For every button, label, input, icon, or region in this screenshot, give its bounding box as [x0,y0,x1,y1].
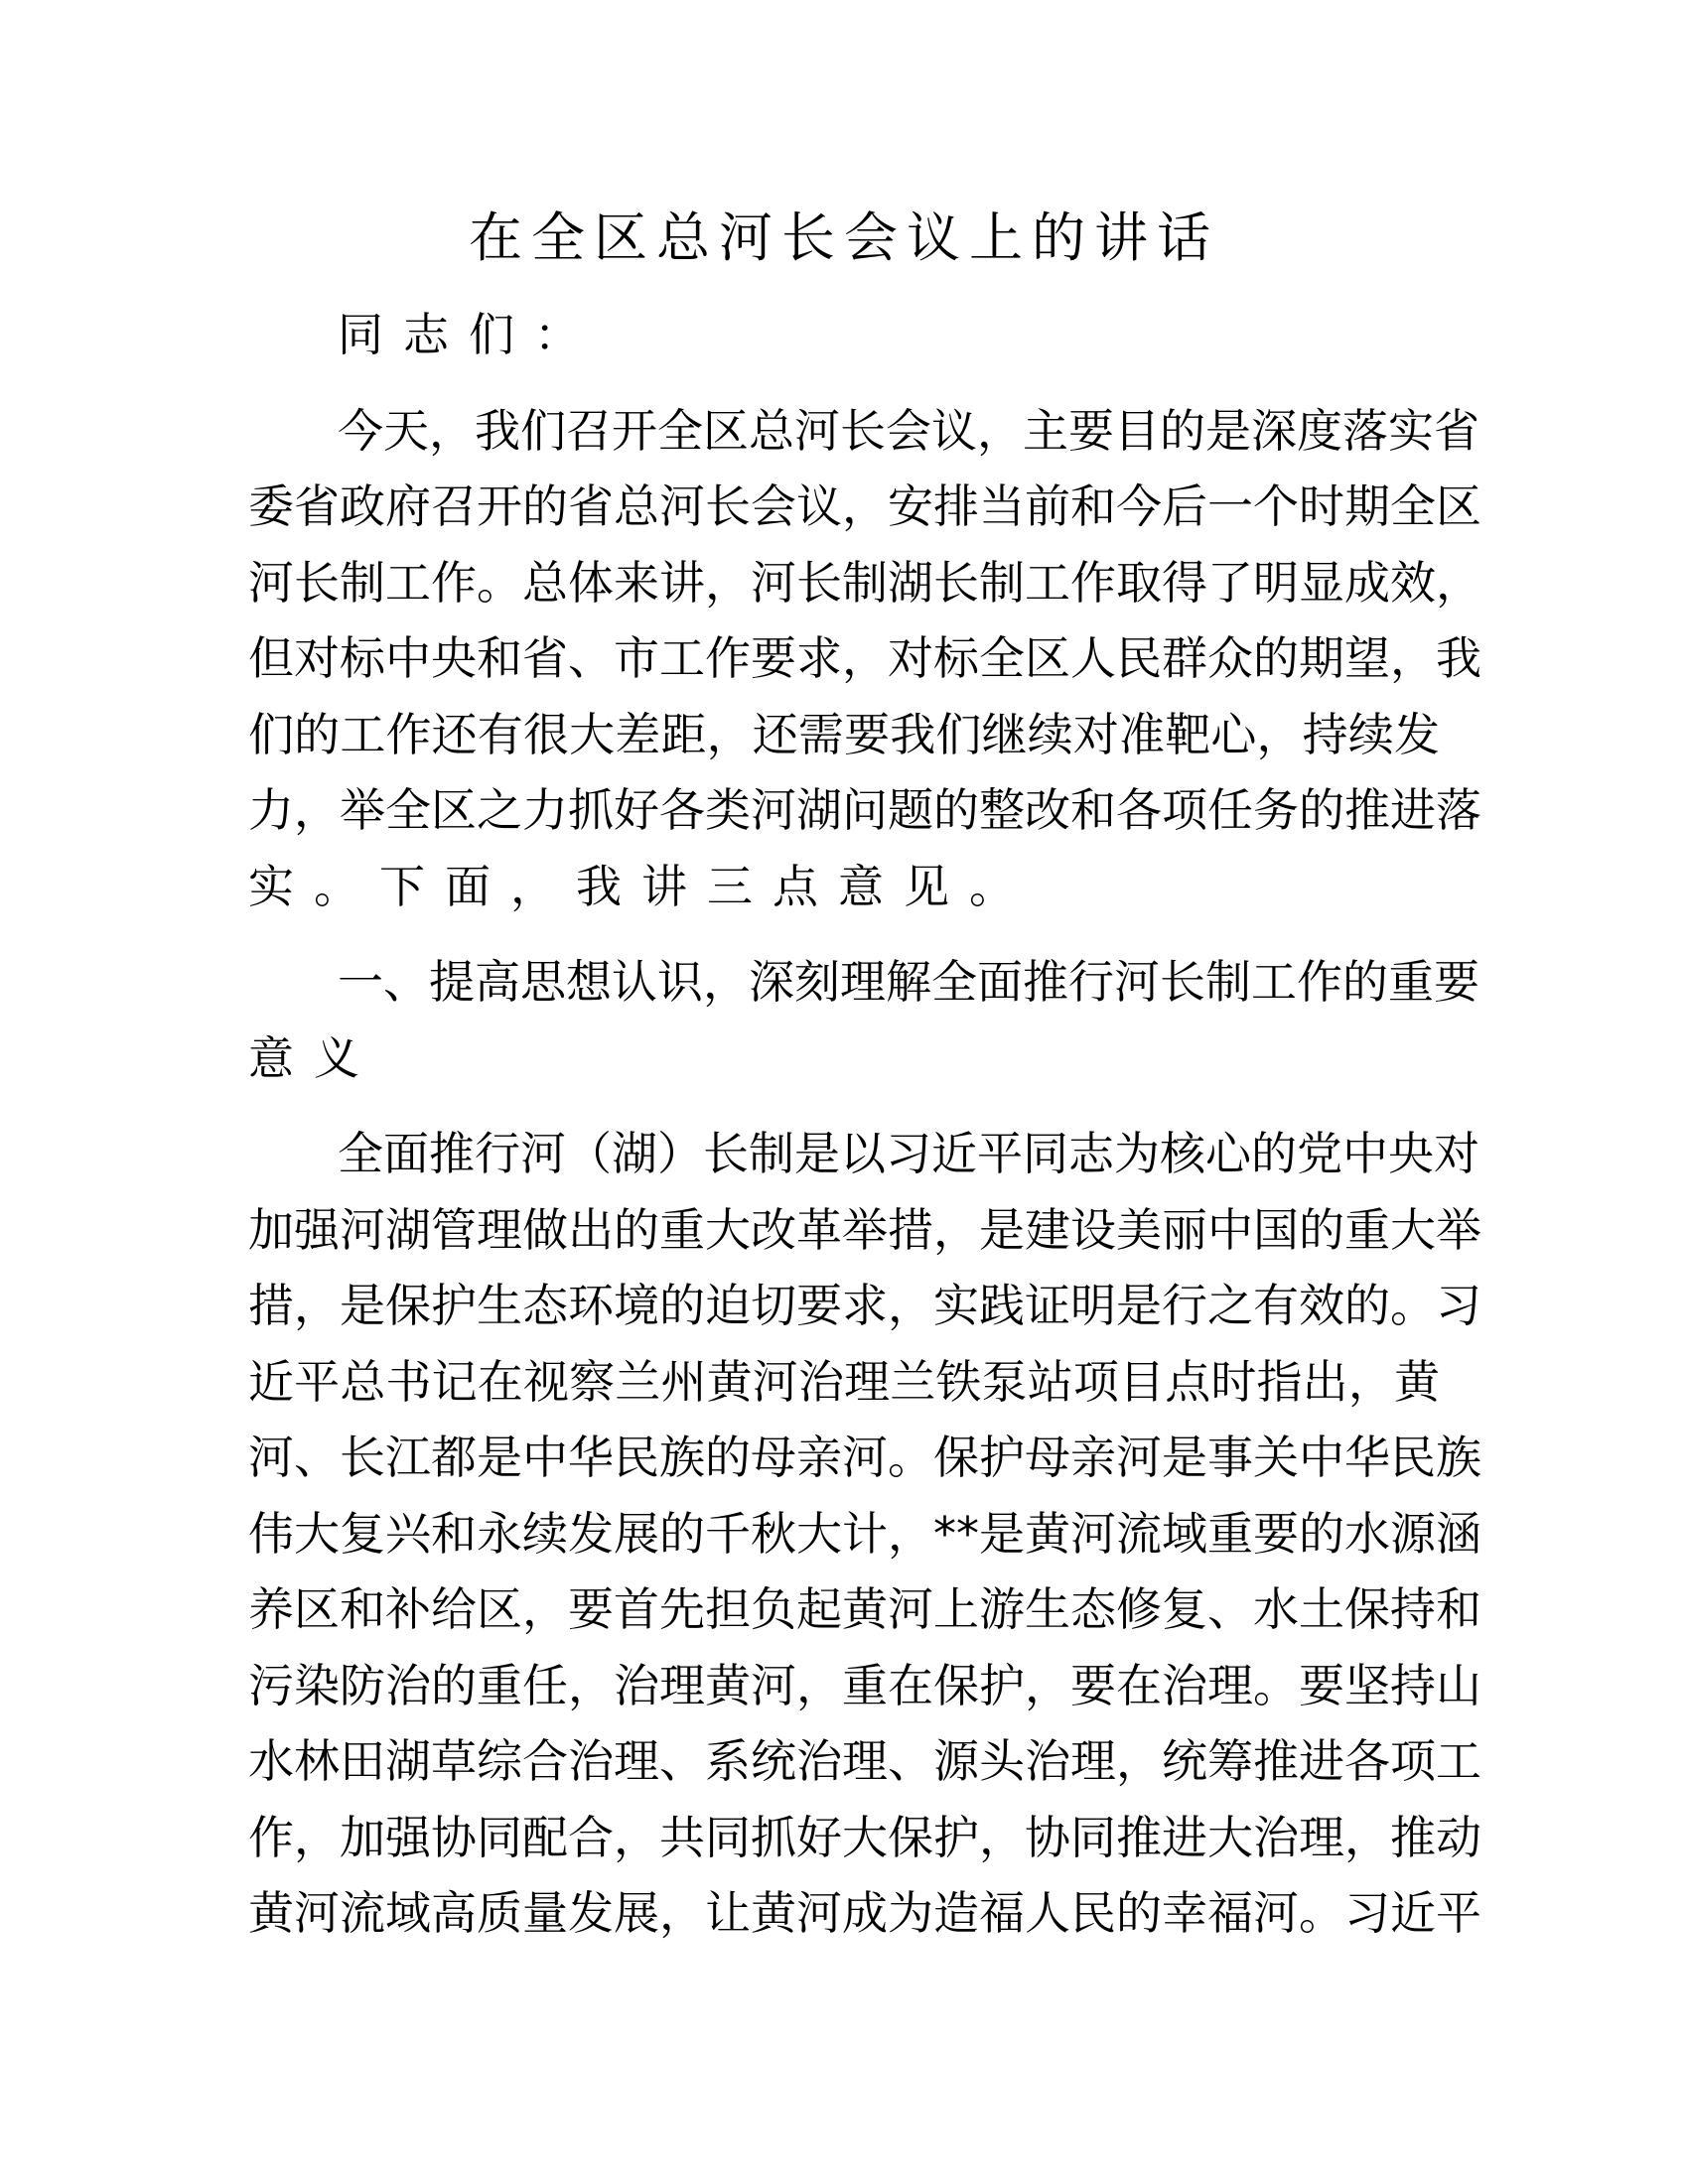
document-body [248,297,1481,1952]
text-line: 伟大复兴和永续发展的千秋大计，**是黄河流域重要的水源涵 [248,1506,1481,1561]
text-line: 加强河湖管理做出的重大改革举措，是建设美丽中国的重大举 [248,1202,1481,1257]
text-line: 一、提高思想认识，深刻理解全面推行河长制工作的重要 [338,955,1479,1009]
text-line: 河长制工作。总体来讲，河长制湖长制工作取得了明显成效， [248,555,1481,610]
text-line: 实。下面，我讲三点意见。 [248,859,1035,913]
section-heading [248,944,1479,1096]
text-line: 水林田湖草综合治理、系统治理、源头治理，统筹推进各项工 [248,1734,1481,1788]
paragraph [248,1116,1481,1952]
text-line: 措，是保护生态环境的迫切要求，实践证明是行之有效的。习 [248,1279,1481,1332]
text-line: 今天，我们召开全区总河长会议，主要目的是深度落实省 [338,403,1479,458]
text-line: 但对标中央和省、市工作要求，对标全区人民群众的期望，我 [248,631,1481,685]
text-line: 黄河流域高质量发展，让黄河成为造福人民的幸福河。习近平 [248,1886,1481,1940]
text-line: 河、长江都是中华民族的母亲河。保护母亲河是事关中华民族 [248,1431,1481,1484]
text-line: 同志们： [338,308,600,361]
text-line: 委省政府召开的省总河长会议，安排当前和今后一个时期全区 [248,479,1481,533]
text-line: 们的工作还有很大差距，还需要我们继续对准靶心，持续发 [248,707,1440,761]
document-title: 在全区总河长会议上的讲话 [469,206,1219,269]
text-line: 污染防治的重任，治理黄河，重在保护，要在治理。要坚持山 [248,1658,1481,1712]
text-line: 养区和补给区，要首先担负起黄河上游生态修复、水土保持和 [248,1582,1481,1636]
text-line: 力，举全区之力抓好各类河湖问题的整改和各项任务的推进落 [248,783,1481,837]
text-line: 意义 [248,1030,379,1085]
text-line: 近平总书记在视察兰州黄河治理兰铁泵站项目点时指出，黄 [248,1354,1440,1409]
text-line: 作，加强协同配合，共同抓好大保护，协同推进大治理，推动 [248,1810,1481,1864]
text-line: 全面推行河（湖）长制是以习近平同志为核心的党中央对 [338,1127,1479,1180]
paragraph [248,393,1481,925]
salutation [248,297,1440,373]
